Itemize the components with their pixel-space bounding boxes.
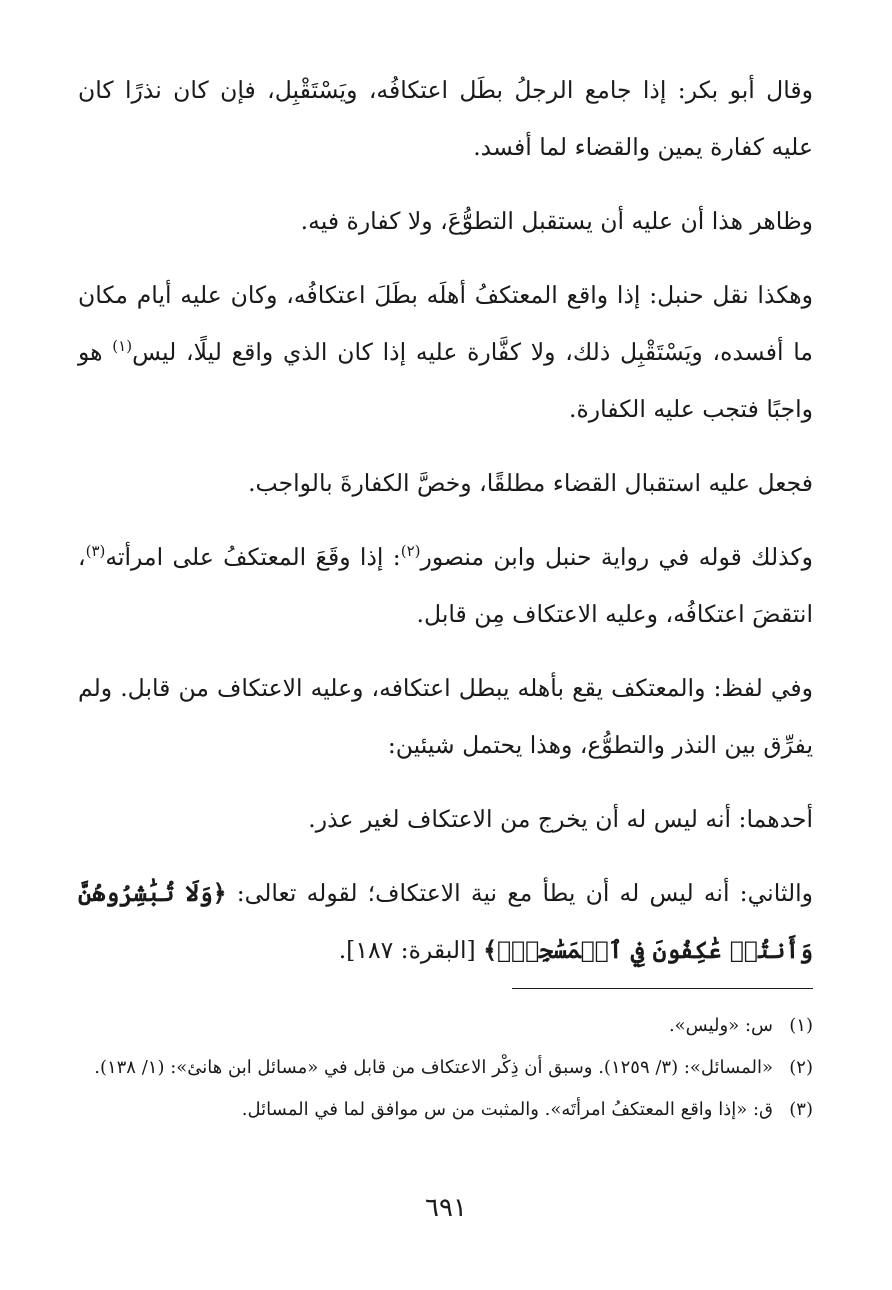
footnote-1 [78,1005,813,1047]
paragraph-7 [78,791,813,848]
footnote-ref-2[interactable]: (٢) [400,542,421,561]
footnote-ref-3[interactable]: (٣) [85,542,106,561]
paragraph-3-text-a: وهكذا نقل حنبل: إذا واقع المعتكفُ أهلَه بطَلَ اعتكافُه، وكان عليه أيام مكان ما أفسده، ويَسْتَقْبِل ذلك، ولا كفَّارة عليه إذا كان الذي واقع ليلًا، ليس [78,281,813,366]
paragraph-8-text-a: والثاني: أنه ليس له أن يطأ مع نية الاعتكاف؛ لقوله تعالى: [226,879,813,907]
paragraph-7-text: أحدهما: أنه ليس له أن يخرج من الاعتكاف لغير عذر. [308,805,813,833]
paragraph-5-text-c: ، انتقضَ اعتكافُه، وعليه الاعتكاف مِن قابل. [78,543,813,628]
footnote-2-number: (٢) [789,1057,813,1078]
paragraph-4-text: فجعل عليه استقبال القضاء مطلقًا، وخصَّ الكفارةَ بالواجب. [248,469,813,497]
footnotes [78,1005,813,1131]
paragraph-2-text: وظاهر هذا أن عليه أن يستقبل التطوُّعَ، ولا كفارة فيه. [300,207,813,235]
paragraph-8 [78,865,813,979]
paragraph-5 [78,529,813,643]
paragraph-6 [78,660,813,774]
footnote-3-number: (٣) [789,1099,813,1120]
page-number: ٦٩١ [425,1193,467,1223]
paragraph-8-text-b: [البقرة: ١٨٧]. [338,936,484,964]
paragraph-4 [78,455,813,512]
paragraph-1 [78,62,813,176]
footnote-1-number: (١) [789,1015,813,1036]
paragraph-3 [78,267,813,438]
quran-verse: ﴿وَلَا تُبَٰشِرُوهُنَّ وَأَنتُمۡ عَٰكِفُونَ فِي ٱلۡمَسَٰجِدِۗ﴾ [78,879,813,964]
paragraph-1-text: وقال أبو بكر: إذا جامع الرجلُ بطَل اعتكافُه، ويَسْتَقْبِل، فإن كان نذرًا كان عليه كفارة يمين والقضاء لما أفسد. [78,76,813,161]
paragraph-6-text: وفي لفظ: والمعتكف يقع بأهله يبطل اعتكافه، وعليه الاعتكاف من قابل. ولم يفرِّق بين النذر والتطوُّع، وهذا يحتمل شيئين: [78,674,813,759]
footnote-ref-1[interactable]: (١) [112,337,133,356]
paragraph-2 [78,193,813,250]
paragraph-5-text-a: وكذلك قوله في رواية حنبل وابن منصور [420,543,814,571]
main-text [78,62,813,996]
paragraph-5-text-b: : إذا وقَعَ المعتكفُ على امرأته [105,543,401,571]
footnote-separator [512,988,813,989]
footnote-3-text: ق: «إذا واقع المعتكفُ امرأتَه». والمثبت من س موافق لما في المسائل. [241,1099,773,1120]
footnote-2-text: «المسائل»: (٣/ ١٢٥٩). وسبق أن ذِكْر الاعتكاف من قابل في «مسائل ابن هانئ»: (١/ ١٣٨). [94,1057,773,1078]
footnote-1-text: س: «وليس». [668,1015,773,1036]
footnote-2 [78,1047,813,1089]
footnote-3 [78,1089,813,1131]
paragraph-3-text-b: هو واجبًا فتجب عليه الكفارة. [78,338,813,423]
